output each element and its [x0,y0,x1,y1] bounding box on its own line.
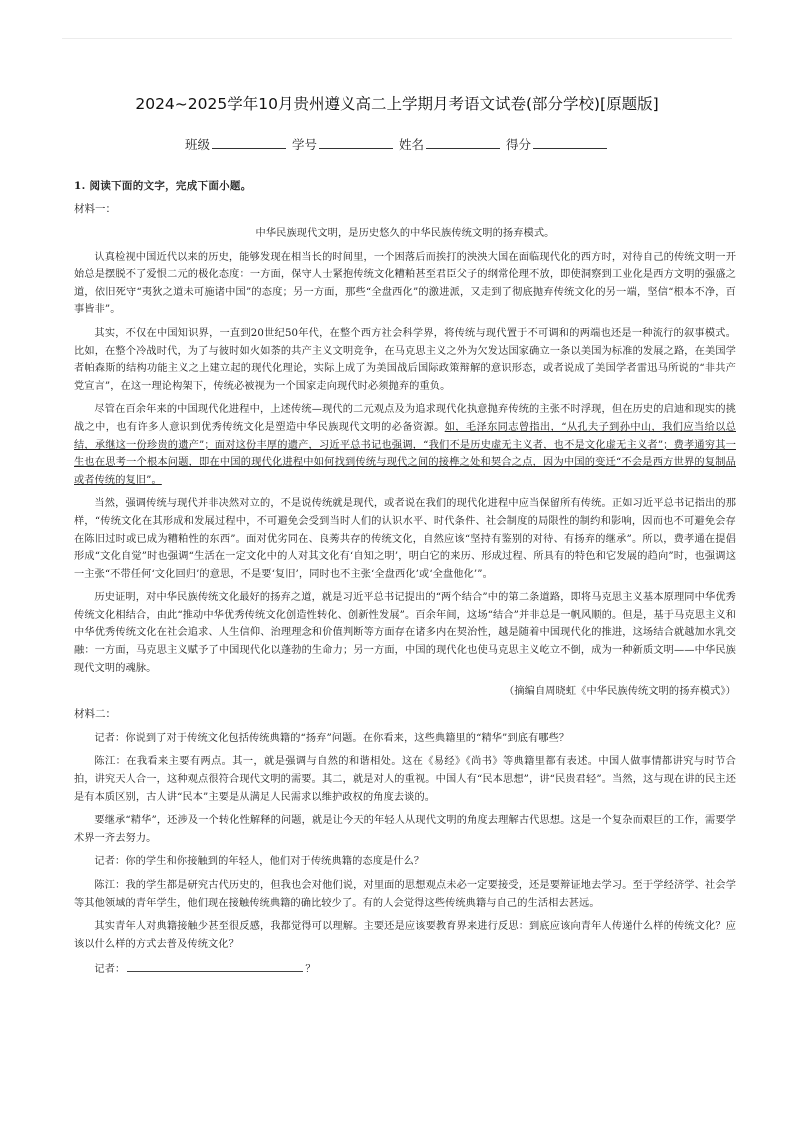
answer-blank[interactable] [127,959,303,972]
material-one-paragraph: 认真检视中国近代以来的历史，能够发现在相当长的时间里，一个困落后而挨打的泱泱大国在面临现代化的西方时，对待自己的传统文明一开始总是摆脱不了爱恨二元的极化态度：一方面，保守人士紧抱传统文化糟粕甚至君臣父子的纲常伦理不放，即使洞察到工业化是西方文明的强盛之道，依旧死守“夷狄之道未可施诸中国”的态度；另一方面，那些“全盘西化”的激进派，又走到了彻底抛弃传统文化的另一端，坚信“根本不净，百事皆非”。 [74,251,736,316]
interview-line: 陈江：在我看来主要有两点。其一，就是强调与自然的和谐相处。这在《易经》《尚书》等典籍里都有表述。中国人做事情都讲究与时节合拍，讲究天人合一，这种观点很符合现代文明的需要。其二，就是对人的重视。中国人有“民本思想”，讲“民贵君轻”。当然，这与现在讲的民主还是有本质区别，古人讲“民本”主要是从满足人民需求以维护政权的角度去谈的。 [74,756,736,803]
name-label: 姓名 [398,137,424,152]
paragraph-text: 尽管在百余年来的中国现代化进程中，上述传统—现代的二元观点及为追求现代化执意抛弃传统的主张不时浮现，但在历史的启迪和现实的挑战之中，也有许多人意识到优秀传统文化是塑造中华民族现代文明的必备资源。 [74,404,736,433]
material-one-paragraph: 历史证明，对中华民族传统文化最好的扬弃之道，就是习近平总书记提出的“两个结合”中的第二条道路，即将马克思主义基本原理同中华优秀传统文化相结合，由此“推动中华优秀传统文化创造性转化、创新性发展”。百余年间，这场“结合”并非总是一帆风顺的。但是，基于马克思主义和中华优秀传统文化在社会追求、人生信仰、治理理念和价值判断等方面存在诸多内在契治性，越是随着中国现代化的推进，这场结合就越加水乳交融：一方面，马克思主义赋予了中国现代化以蓬勃的生命力；另一方面，中国的现代化也使马克思主义屹立不倒，成为一种新质文明——中华民族现代文明的魂脉。 [74,592,736,674]
page-title: 2024~2025学年10月贵州遵义高二上学期月考语文试卷(部分学校)[原题版] [135,95,659,113]
question-mark: ？ [305,964,316,976]
student-id-blank [319,136,393,149]
class-blank [212,136,286,149]
interview-line: 其实青年人对典籍接触少甚至很反感，我都觉得可以理解。主要还是应该要教育界来进行反思：到底应该向青年人传递什么样的传统文化？应该以什么样的方式去普及传统文化？ [74,921,736,950]
material-one-paragraph: 其实，不仅在中国知识界，一直到20世纪50年代，在整个西方社会科学界，将传统与现代置于不可调和的两端也还是一种流行的叙事模式。比如，在整个冷战时代，为了与彼时如火如荼的共产主义文明竞争，在马克思主义之外为欠发达国家确立一条以美国为标准的发展之路，在美国学者帕森斯的结构功能主义之上建立起的现代化理论，实际上成了为美国战后国际政策辩解的意识形态，或者说成了美国学者雷迅马所说的“非共产党宣言”，在这一理论构架下，传统必被视为一个国家走向现代时必须抛弃的重负。 [74,327,736,392]
question-heading: 1. 阅读下面的文字，完成下面小题。 [74,180,252,192]
interview-line: 记者：你的学生和你接触到的年轻人，他们对于传统典籍的态度是什么？ [94,856,425,868]
interview-fill-line [74,959,736,979]
score-label: 得分 [505,137,531,152]
name-blank [426,136,500,149]
material-one-paragraph: 当然，强调传统与现代并非决然对立的，不是说传统就是现代，或者说在我们的现代化进程中应当保留所有传统。正如习近平总书记指出的那样，“传统文化在其形成和发展过程中，不可避免会受到当时人们的认识水平、时代条件、社会制度的局限性的制约和影响，因而也不可避免会存在陈旧过时或已成为糟粕性的东西”。面对优劣同在、良莠共存的传统文化，自然应该“坚持有鉴别的对待、有扬弃的继承”。所以，费孝通在提倡形成“文化自觉”时也强调“生活在一定文化中的人对其文化有‘自知之明’，明白它的来历、形成过程、所具有的特色和它发展的趋向”时，也强调这一主张“不带任何‘文化回归’的意思，不是要‘复旧’，同时也不主张‘全盘西化’或‘全盘他化’”。 [74,498,736,580]
student-info-row [0,135,794,153]
header-divider [62,38,732,39]
student-id-label: 学号 [291,137,317,152]
material-one-thesis: 中华民族现代文明，是历史悠久的中华民族传统文明的扬弃模式。 [255,228,555,239]
exam-content [74,175,736,985]
score-blank [533,136,607,149]
material-one-label: 材料一： [74,203,116,215]
material-one-source: （摘编自周晓虹《中华民族传统文明的扬弃模式》） [504,686,736,698]
underlined-passage: 如，毛泽东同志曾指出，“从孔夫子到孙中山，我们应当给以总结，承继这一份珍贵的遗产”；面对这份丰厚的遗产，习近平总书记也强调，“我们不是历史虚无主义者，也不是文化虚无主义者”；费孝通穷其一生也在思考一个根本问题，即在中国的现代化进程中如何找到传统与现代之间的接榫之处和契合之点，因为中国的变迁“不会是西方世界的复制品或者传统的复旧”。 [74,421,736,486]
reporter-prefix: 记者： [94,964,126,976]
interview-line: 陈江：我的学生都是研究古代历史的，但我也会对他们说，对里面的思想观点未必一定要接受，还是要辩证地去学习。至于学经济学、社会学等其他领域的青年学生，他们现在接触传统典籍的确比较少了。有的人会觉得这些传统典籍与自己的生活相去甚远。 [74,880,736,909]
class-label: 班级 [184,137,210,152]
interview-line: 要继承“精华”，还涉及一个转化性解释的问题，就是让今天的年轻人从现代文明的角度去理解古代思想。这是一个复杂而艰巨的工作，需要学术界一齐去努力。 [74,815,736,844]
material-two-label: 材料二： [74,707,116,720]
interview-line: 记者：你说到了对于传统文化包括传统典籍的“扬弃”问题。在你看来，这些典籍里的“精华”到底有哪些？ [94,732,570,744]
material-one-paragraph [74,401,736,489]
